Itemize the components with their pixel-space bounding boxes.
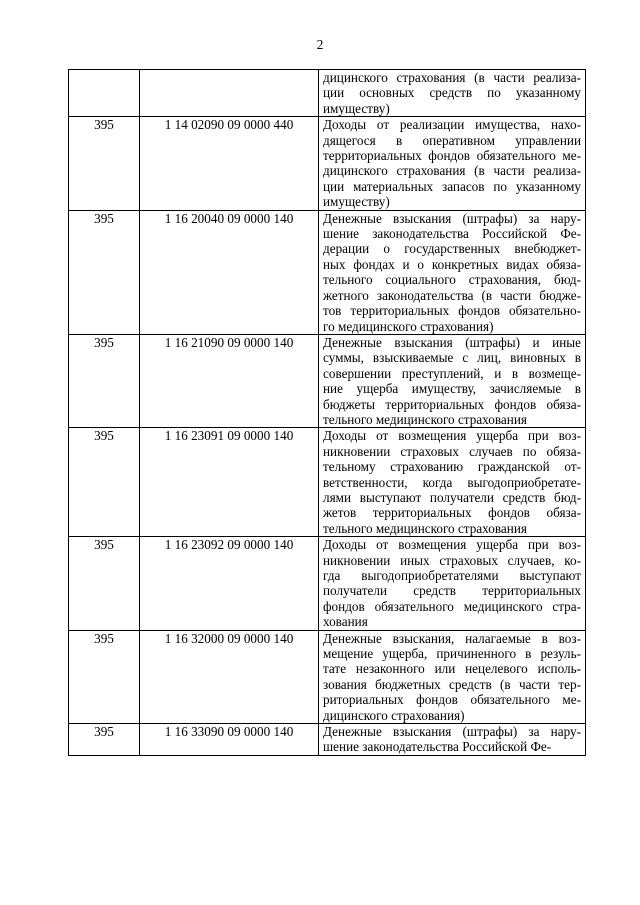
table-row <box>69 117 586 210</box>
description-line: тов территориальных фондов обязательно- <box>323 303 581 319</box>
budget-code-cell: 1 16 23092 09 0000 140 <box>140 537 319 630</box>
admin-code-cell: 395 <box>69 428 140 537</box>
description-line: риториальных фондов обязательного ме- <box>323 692 581 708</box>
description-line: совершении преступлений, и в возмеще- <box>323 365 581 381</box>
description-line: бюджеты территориальных фондов обяза- <box>323 396 581 412</box>
description-cell <box>319 210 586 334</box>
admin-code-cell: 395 <box>69 724 140 756</box>
description-cell <box>319 630 586 723</box>
description-line: хования <box>323 614 368 630</box>
budget-code-cell <box>140 70 319 117</box>
description-line: мещение ущерба, причиненного в резуль- <box>323 646 581 662</box>
description-line: тельного социального страхования, бюд- <box>323 272 581 288</box>
description-line: Денежные взыскания (штрафы) за нару- <box>323 210 581 226</box>
description-line: имуществу) <box>323 194 390 210</box>
admin-code-cell: 395 <box>69 630 140 723</box>
table-row <box>69 537 586 630</box>
description-line: суммы, взыскиваемые с лиц, виновных в <box>323 350 581 366</box>
description-line: тате незаконного или нецелевого исполь- <box>323 661 581 677</box>
description-cell <box>319 428 586 537</box>
description-line: получатели средств территориальных <box>323 583 581 599</box>
budget-revenue-table <box>68 69 586 756</box>
admin-code-cell: 395 <box>69 537 140 630</box>
description-line: дящегося в оперативном управлении <box>323 132 581 148</box>
description-line: дицинского страхования) <box>323 707 465 723</box>
description-line: дицинского страхования (в части реализа- <box>323 163 581 179</box>
description-line: тельного медицинского страхования <box>323 411 527 427</box>
description-line: жетного законодательства (в части бюдже- <box>323 287 581 303</box>
description-line: Денежные взыскания (штрафы) и иные <box>323 334 581 350</box>
table-row <box>69 334 586 427</box>
description-line: жетов территориальных фондов обяза- <box>323 505 581 521</box>
description-line: гда выгодоприобретателями выступают <box>323 568 581 583</box>
description-line: лями выступают получатели средств бюд- <box>323 489 581 505</box>
table-row <box>69 724 586 756</box>
admin-code-cell: 395 <box>69 334 140 427</box>
budget-code-cell: 1 16 21090 09 0000 140 <box>140 334 319 427</box>
description-line: Денежные взыскания, налагаемые в воз- <box>323 630 581 646</box>
admin-code-cell <box>69 70 140 117</box>
budget-code-cell: 1 14 02090 09 0000 440 <box>140 117 319 210</box>
table-body <box>69 70 586 756</box>
description-cell <box>319 724 586 756</box>
description-line: ции материальных запасов по указанному <box>323 178 581 194</box>
budget-code-cell: 1 16 20040 09 0000 140 <box>140 210 319 334</box>
budget-code-cell: 1 16 32000 09 0000 140 <box>140 630 319 723</box>
description-line: тельного медицинского страхования <box>323 520 527 536</box>
description-line: Доходы от возмещения ущерба при воз- <box>323 537 581 553</box>
description-line: никновении иных страховых случаев, ко- <box>323 552 581 568</box>
description-line: ции основных средств по указанному <box>323 85 581 101</box>
budget-code-cell: 1 16 33090 09 0000 140 <box>140 724 319 756</box>
description-line: зования бюджетных средств (в части тер- <box>323 676 581 692</box>
description-line: дицинского страхования (в части реализа- <box>323 70 581 85</box>
description-line: ных фондах и о конкретных видах обяза- <box>323 256 581 272</box>
description-line: фондов обязательного медицинского стра- <box>323 598 581 614</box>
description-line: шение законодательства Российской Фе- <box>323 739 552 755</box>
table-row <box>69 210 586 334</box>
description-line: никновении страховых случаев по обяза- <box>323 443 581 459</box>
budget-code-cell: 1 16 23091 09 0000 140 <box>140 428 319 537</box>
table-row <box>69 70 586 117</box>
description-cell <box>319 70 586 117</box>
table-row <box>69 630 586 723</box>
description-line: шение законодательства Российской Фе- <box>323 226 581 242</box>
description-line: Денежные взыскания (штрафы) за нару- <box>323 724 581 740</box>
description-line: го медицинского страхования) <box>323 318 494 334</box>
admin-code-cell: 395 <box>69 117 140 210</box>
description-line: Доходы от реализации имущества, нахо- <box>323 117 581 133</box>
description-cell <box>319 117 586 210</box>
description-line: территориальных фондов обязательного ме- <box>323 148 581 164</box>
description-cell <box>319 334 586 427</box>
table-row <box>69 428 586 537</box>
description-line: ние ущерба имуществу, зачисляемые в <box>323 381 581 397</box>
admin-code-cell: 395 <box>69 210 140 334</box>
description-cell <box>319 537 586 630</box>
description-line: Доходы от возмещения ущерба при воз- <box>323 428 581 444</box>
description-line: тельному страхованию гражданской от- <box>323 459 581 475</box>
description-line: имуществу) <box>323 100 390 116</box>
description-line: ветственности, когда выгодоприобретате- <box>323 474 581 490</box>
page-number: 2 <box>316 37 324 52</box>
description-line: дерации о государственных внебюджет- <box>323 241 581 257</box>
